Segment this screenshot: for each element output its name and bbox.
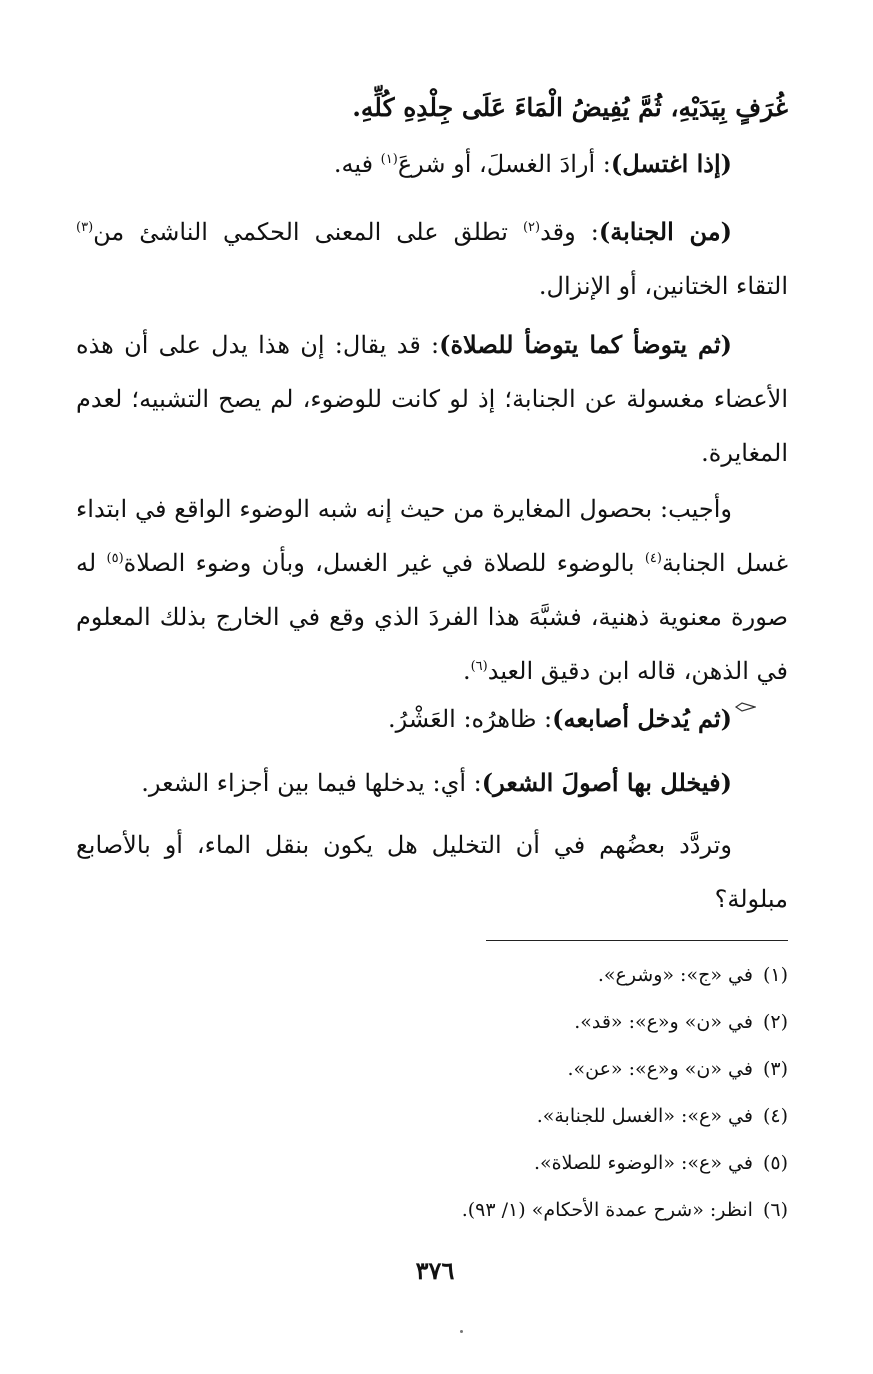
footnote-number: (٢) [762,1011,788,1033]
margin-arrow-icon [734,700,756,714]
footnote-number: (٥) [762,1152,788,1174]
footnote-marker: (٥) [106,551,124,566]
footnotes [200,952,788,1234]
footnote-item [200,1187,788,1234]
lemma: (ثم يتوضأ كما يتوضأ للصلاة) [439,330,732,359]
footnote-marker: (٣) [76,220,94,235]
hadith-tail-text: غُرَفٍ بِيَدَيْهِ، ثُمَّ يُفِيضُ الْمَاءَ عَلَى جِلْدِهِ كُلِّهِ. [352,93,788,122]
footnote-number: (١) [762,964,788,986]
footnote-text: في «ع»: «الوضوء للصلاة». [534,1152,753,1174]
commentary-text: وتردَّد بعضُهم في أن التخليل هل يكون بنقل الماء، أو بالأصابع مبلولة؟ [76,831,788,913]
lemma: (من الجنابة) [598,217,733,246]
commentary-text: وأجيب: بحصول المغايرة من حيث إنه شبه الوضوء الواقع في ابتداء غسل الجنابة [76,495,788,577]
footnote-item [200,1046,788,1093]
footnote-marker: (٤) [644,551,662,566]
footnote-marker: (١) [380,152,398,167]
footnote-number: (٦) [762,1199,788,1221]
commentary-paragraph-7 [76,818,788,926]
page-number: ٣٧٦ [415,1256,455,1285]
commentary-paragraph-3 [76,318,788,480]
commentary-text: : أي: يدخلها فيما بين أجزاء الشعر. [141,769,482,797]
hadith-tail-line [76,82,788,134]
footnote-item [200,1093,788,1140]
commentary-text: بالوضوء للصلاة في غير الغسل، وبأن وضوء الصلاة [123,549,645,577]
footnote-number: (٤) [762,1105,788,1127]
lemma: (إذا اغتسل) [610,149,732,178]
footnote-item [200,999,788,1046]
lemma: (ثم يُدخل أصابعه) [552,704,732,733]
commentary-paragraph-4 [76,482,788,698]
commentary-paragraph-5 [76,692,788,746]
commentary-paragraph-2 [76,205,788,313]
commentary-text: فيه. [333,150,381,178]
footnote-number: (٣) [762,1058,788,1080]
commentary-text: : وقد [540,218,599,246]
commentary-text: . [462,657,471,685]
lemma: (فيخلل بها أصولَ الشعر) [481,768,732,797]
commentary-text: التقاء الختانين، أو الإنزال. [538,272,788,300]
commentary-text: : أرادَ الغسلَ، أو شرعَ [397,150,611,178]
footnote-marker: (٦) [470,659,488,674]
commentary-paragraph-1 [76,137,788,191]
footnote-text: في «ن» و«ع»: «عن». [567,1058,753,1080]
footnote-item [200,952,788,999]
footnote-divider [486,940,788,941]
commentary-text: : قد يقال: إن هذا يدل على أن هذه الأعضاء مغسولة عن الجنابة؛ إذ لو كانت للوضوء، لم يصح التشبيه؛ لعدم المغايرة. [76,331,788,467]
footnote-text: في «ع»: «الغسل للجنابة». [536,1105,753,1127]
footnote-marker: (٢) [522,220,541,235]
footnote-item [200,1140,788,1187]
commentary-paragraph-6 [76,756,788,810]
commentary-text: له صورة معنوية ذهنية، فشبَّهَ هذا الفردَ الذي وقع في الخارج بذلك المعلوم في الذهن، قاله ابن دقيق العيد [76,549,788,685]
footnote-text: في «ج»: «وشرع». [597,964,753,986]
footnote-text: في «ن» و«ع»: «قد». [574,1011,753,1033]
footnote-text: انظر: «شرح عمدة الأحكام» (١/ ٩٣). [461,1199,753,1221]
commentary-text: تطلق على المعنى الحكمي الناشئ من [93,218,523,246]
paper-speck [460,1330,463,1333]
commentary-text: : ظاهرُه: العَشْرُ. [387,705,553,733]
